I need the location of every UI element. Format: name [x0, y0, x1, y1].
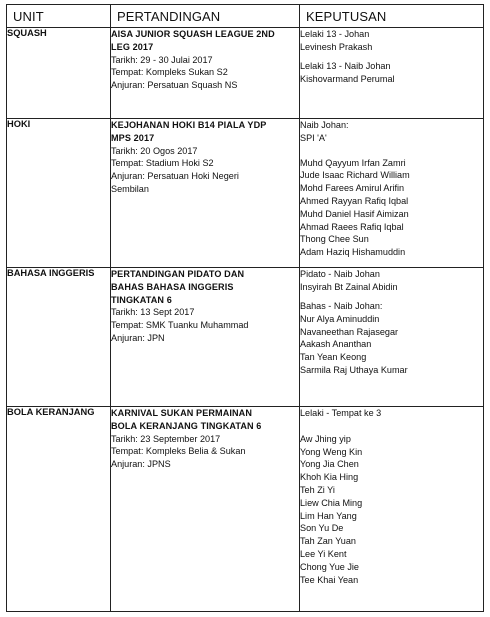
- event-details: [111, 145, 299, 196]
- player-name: Thong Chee Sun: [300, 234, 369, 245]
- unit-cell: HOKI: [7, 119, 111, 268]
- event-cell: [111, 407, 300, 612]
- result-line: Kishovarmand Perumal: [300, 73, 395, 84]
- player-name: Navaneethan Rajasegar: [300, 326, 399, 337]
- event-title-line: KARNIVAL SUKAN PERMAINAN: [111, 408, 252, 418]
- player-name: Mohd Farees Amirul Arifin: [300, 183, 405, 194]
- player-name: Adam Haziq Hishamuddin: [300, 247, 406, 258]
- table-row: [7, 407, 484, 612]
- table-header-row: [7, 5, 484, 28]
- event-organizer-cont: Sembilan: [111, 183, 149, 194]
- unit-cell: BAHASA INGGERIS: [7, 268, 111, 407]
- result-line: Pidato - Naib Johan: [300, 269, 380, 279]
- player-name: Son Yu De: [300, 523, 344, 534]
- event-title: [111, 268, 299, 306]
- result-group: [300, 119, 483, 145]
- event-venue: Tempat: SMK Tuanku Muhammad: [111, 320, 249, 331]
- result-line: Bahas - Naib Johan:: [300, 301, 383, 312]
- event-venue: Tempat: Kompleks Belia & Sukan: [111, 446, 246, 457]
- player-name: Muhd Daniel Hasif Aimizan: [300, 208, 409, 219]
- player-name: Aakash Ananthan: [300, 339, 372, 350]
- result-line: Lelaki 13 - Naib Johan: [300, 61, 391, 72]
- result-line: Lelaki 13 - Johan: [300, 29, 370, 39]
- event-title-line: KEJOHANAN HOKI B14 PIALA YDP: [111, 120, 267, 130]
- event-title: [111, 28, 299, 54]
- event-title-line: TINGKATAN 6: [111, 294, 172, 305]
- result-group: [300, 60, 483, 86]
- results-table: [6, 4, 484, 612]
- player-name: Lim Han Yang: [300, 510, 357, 521]
- player-name: Teh Zi Yi: [300, 484, 335, 495]
- player-name: Ahmad Raees Rafiq Iqbal: [300, 221, 404, 232]
- event-date: Tarikh: 13 Sept 2017: [111, 307, 195, 318]
- player-name: Sarmila Raj Uthaya Kumar: [300, 365, 408, 376]
- result-cell: [300, 28, 484, 119]
- table-row: [7, 268, 484, 407]
- player-name: Lee Yi Kent: [300, 548, 347, 559]
- event-title-line: AISA JUNIOR SQUASH LEAGUE 2ND: [111, 29, 275, 39]
- event-title-line: LEG 2017: [111, 41, 154, 52]
- result-group: [300, 407, 483, 420]
- event-title: [111, 407, 299, 433]
- result-group: [300, 433, 483, 587]
- player-name: Ahmed Rayyan Rafiq Iqbal: [300, 195, 409, 206]
- player-name: Khoh Kia Hing: [300, 472, 359, 483]
- header-unit: UNIT: [7, 5, 111, 28]
- event-details: [111, 54, 299, 92]
- player-name: Chong Yue Jie: [300, 561, 359, 572]
- event-date: Tarikh: 20 Ogos 2017: [111, 145, 198, 156]
- event-date: Tarikh: 29 - 30 Julai 2017: [111, 54, 213, 65]
- header-keputusan: KEPUTUSAN: [300, 5, 484, 28]
- result-cell: [300, 119, 484, 268]
- result-line: Levinesh Prakash: [300, 41, 373, 52]
- result-line: SPI 'A': [300, 132, 327, 143]
- table-row: [7, 28, 484, 119]
- event-organizer: Anjuran: JPNS: [111, 459, 171, 470]
- event-organizer: Anjuran: Persatuan Hoki Negeri: [111, 171, 239, 182]
- event-venue: Tempat: Kompleks Sukan S2: [111, 67, 228, 78]
- player-name: Tah Zan Yuan: [300, 536, 356, 547]
- player-name: Liew Chia Ming: [300, 497, 363, 508]
- event-details: [111, 306, 299, 344]
- event-cell: [111, 119, 300, 268]
- event-cell: [111, 268, 300, 407]
- player-name: Yong Jia Chen: [300, 459, 359, 470]
- unit-cell: SQUASH: [7, 28, 111, 119]
- event-title-line: BOLA KERANJANG TINGKATAN 6: [111, 420, 262, 431]
- player-name: Aw Jhing yip: [300, 433, 351, 444]
- result-group: [300, 268, 483, 294]
- unit-cell: BOLA KERANJANG: [7, 407, 111, 612]
- header-pertandingan: PERTANDINGAN: [111, 5, 300, 28]
- player-name: Yong Weng Kin: [300, 446, 363, 457]
- event-title-line: PERTANDINGAN PIDATO DAN: [111, 269, 245, 279]
- result-line: Naib Johan:: [300, 120, 349, 130]
- player-name: Tan Yean Keong: [300, 352, 367, 363]
- event-venue: Tempat: Stadium Hoki S2: [111, 158, 214, 169]
- event-cell: [111, 28, 300, 119]
- event-organizer: Anjuran: JPN: [111, 332, 165, 343]
- result-line: Insyirah Bt Zainal Abidin: [300, 281, 398, 292]
- event-title-line: BAHAS BAHASA INGGERIS: [111, 281, 234, 292]
- player-name: Tee Khai Yean: [300, 574, 359, 585]
- result-cell: [300, 407, 484, 612]
- event-date: Tarikh: 23 September 2017: [111, 433, 221, 444]
- result-group: [300, 300, 483, 377]
- result-group: [300, 28, 483, 54]
- event-organizer: Anjuran: Persatuan Squash NS: [111, 80, 238, 91]
- result-cell: [300, 268, 484, 407]
- result-line: Lelaki - Tempat ke 3: [300, 408, 382, 418]
- event-title: [111, 119, 299, 145]
- player-name: Jude Isaac Richard William: [300, 170, 410, 181]
- table-row: [7, 119, 484, 268]
- event-title-line: MPS 2017: [111, 132, 155, 143]
- result-group: [300, 157, 483, 259]
- player-name: Nur Alya Aminuddin: [300, 313, 380, 324]
- player-name: Muhd Qayyum Irfan Zamri: [300, 157, 406, 168]
- event-details: [111, 433, 299, 471]
